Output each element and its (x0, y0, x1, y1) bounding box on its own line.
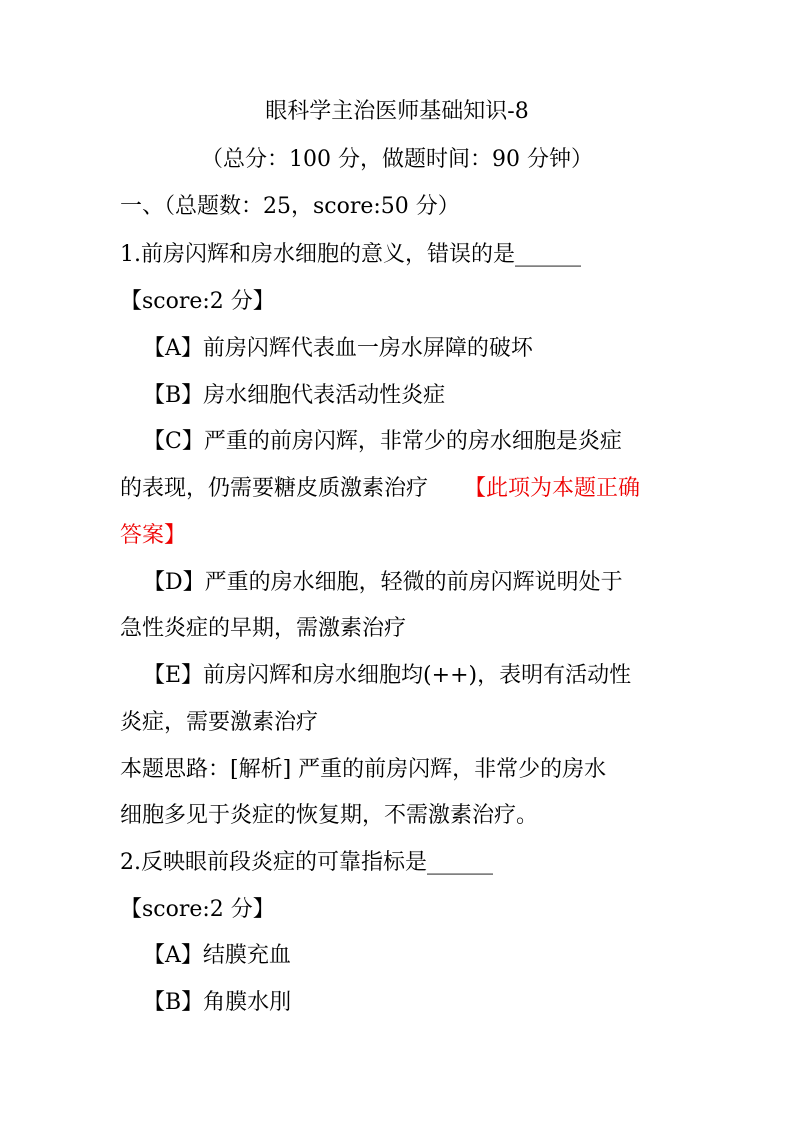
question-1-analysis: 本题思路：[解析] 严重的前房闪辉，非常少的房水 (120, 757, 607, 782)
question-1-option-e: 【E】前房闪辉和房水细胞均(++)，表明有活动性 (143, 663, 632, 688)
document-title: 眼科学主治医师基础知识-8 (265, 99, 529, 124)
question-1-score: 【score:2 分】 (120, 289, 275, 314)
question-1-option-e-continued: 炎症，需要激素治疗 (120, 710, 319, 735)
correct-answer-mark: 【此项为本题正确 (464, 476, 641, 501)
document-subtitle: （总分：100 分，做题时间：90 分钟） (201, 147, 593, 172)
option-c-text: 的表现，仍需要糖皮质激素治疗 (120, 476, 429, 501)
question-1-stem: 1.前房闪辉和房水细胞的意义，错误的是______ (120, 242, 581, 267)
question-1-option-c-continued (120, 474, 640, 504)
question-2-score: 【score:2 分】 (120, 897, 275, 922)
question-1-option-d-continued: 急性炎症的早期，需激素治疗 (120, 616, 407, 641)
question-2-option-b: 【B】角膜水刖 (143, 990, 292, 1015)
question-2-stem: 2.反映眼前段炎症的可靠指标是______ (120, 850, 493, 875)
question-1-option-a: 【A】前房闪辉代表血一房水屏障的破坏 (143, 336, 533, 361)
question-1-option-c: 【C】严重的前房闪辉，非常少的房水细胞是炎症 (143, 429, 622, 454)
question-1-analysis-continued: 细胞多见于炎症的恢复期，不需激素治疗。 (120, 803, 539, 828)
question-2-option-a: 【A】结膜充血 (143, 943, 291, 968)
correct-answer-mark-continued: 答案】 (120, 523, 187, 548)
question-1-option-b: 【B】房水细胞代表活动性炎症 (143, 383, 446, 408)
question-1-option-d: 【D】严重的房水细胞，轻微的前房闪辉说明处于 (143, 570, 623, 595)
section-header: 一、（总题数：25，score:50 分） (120, 194, 460, 219)
